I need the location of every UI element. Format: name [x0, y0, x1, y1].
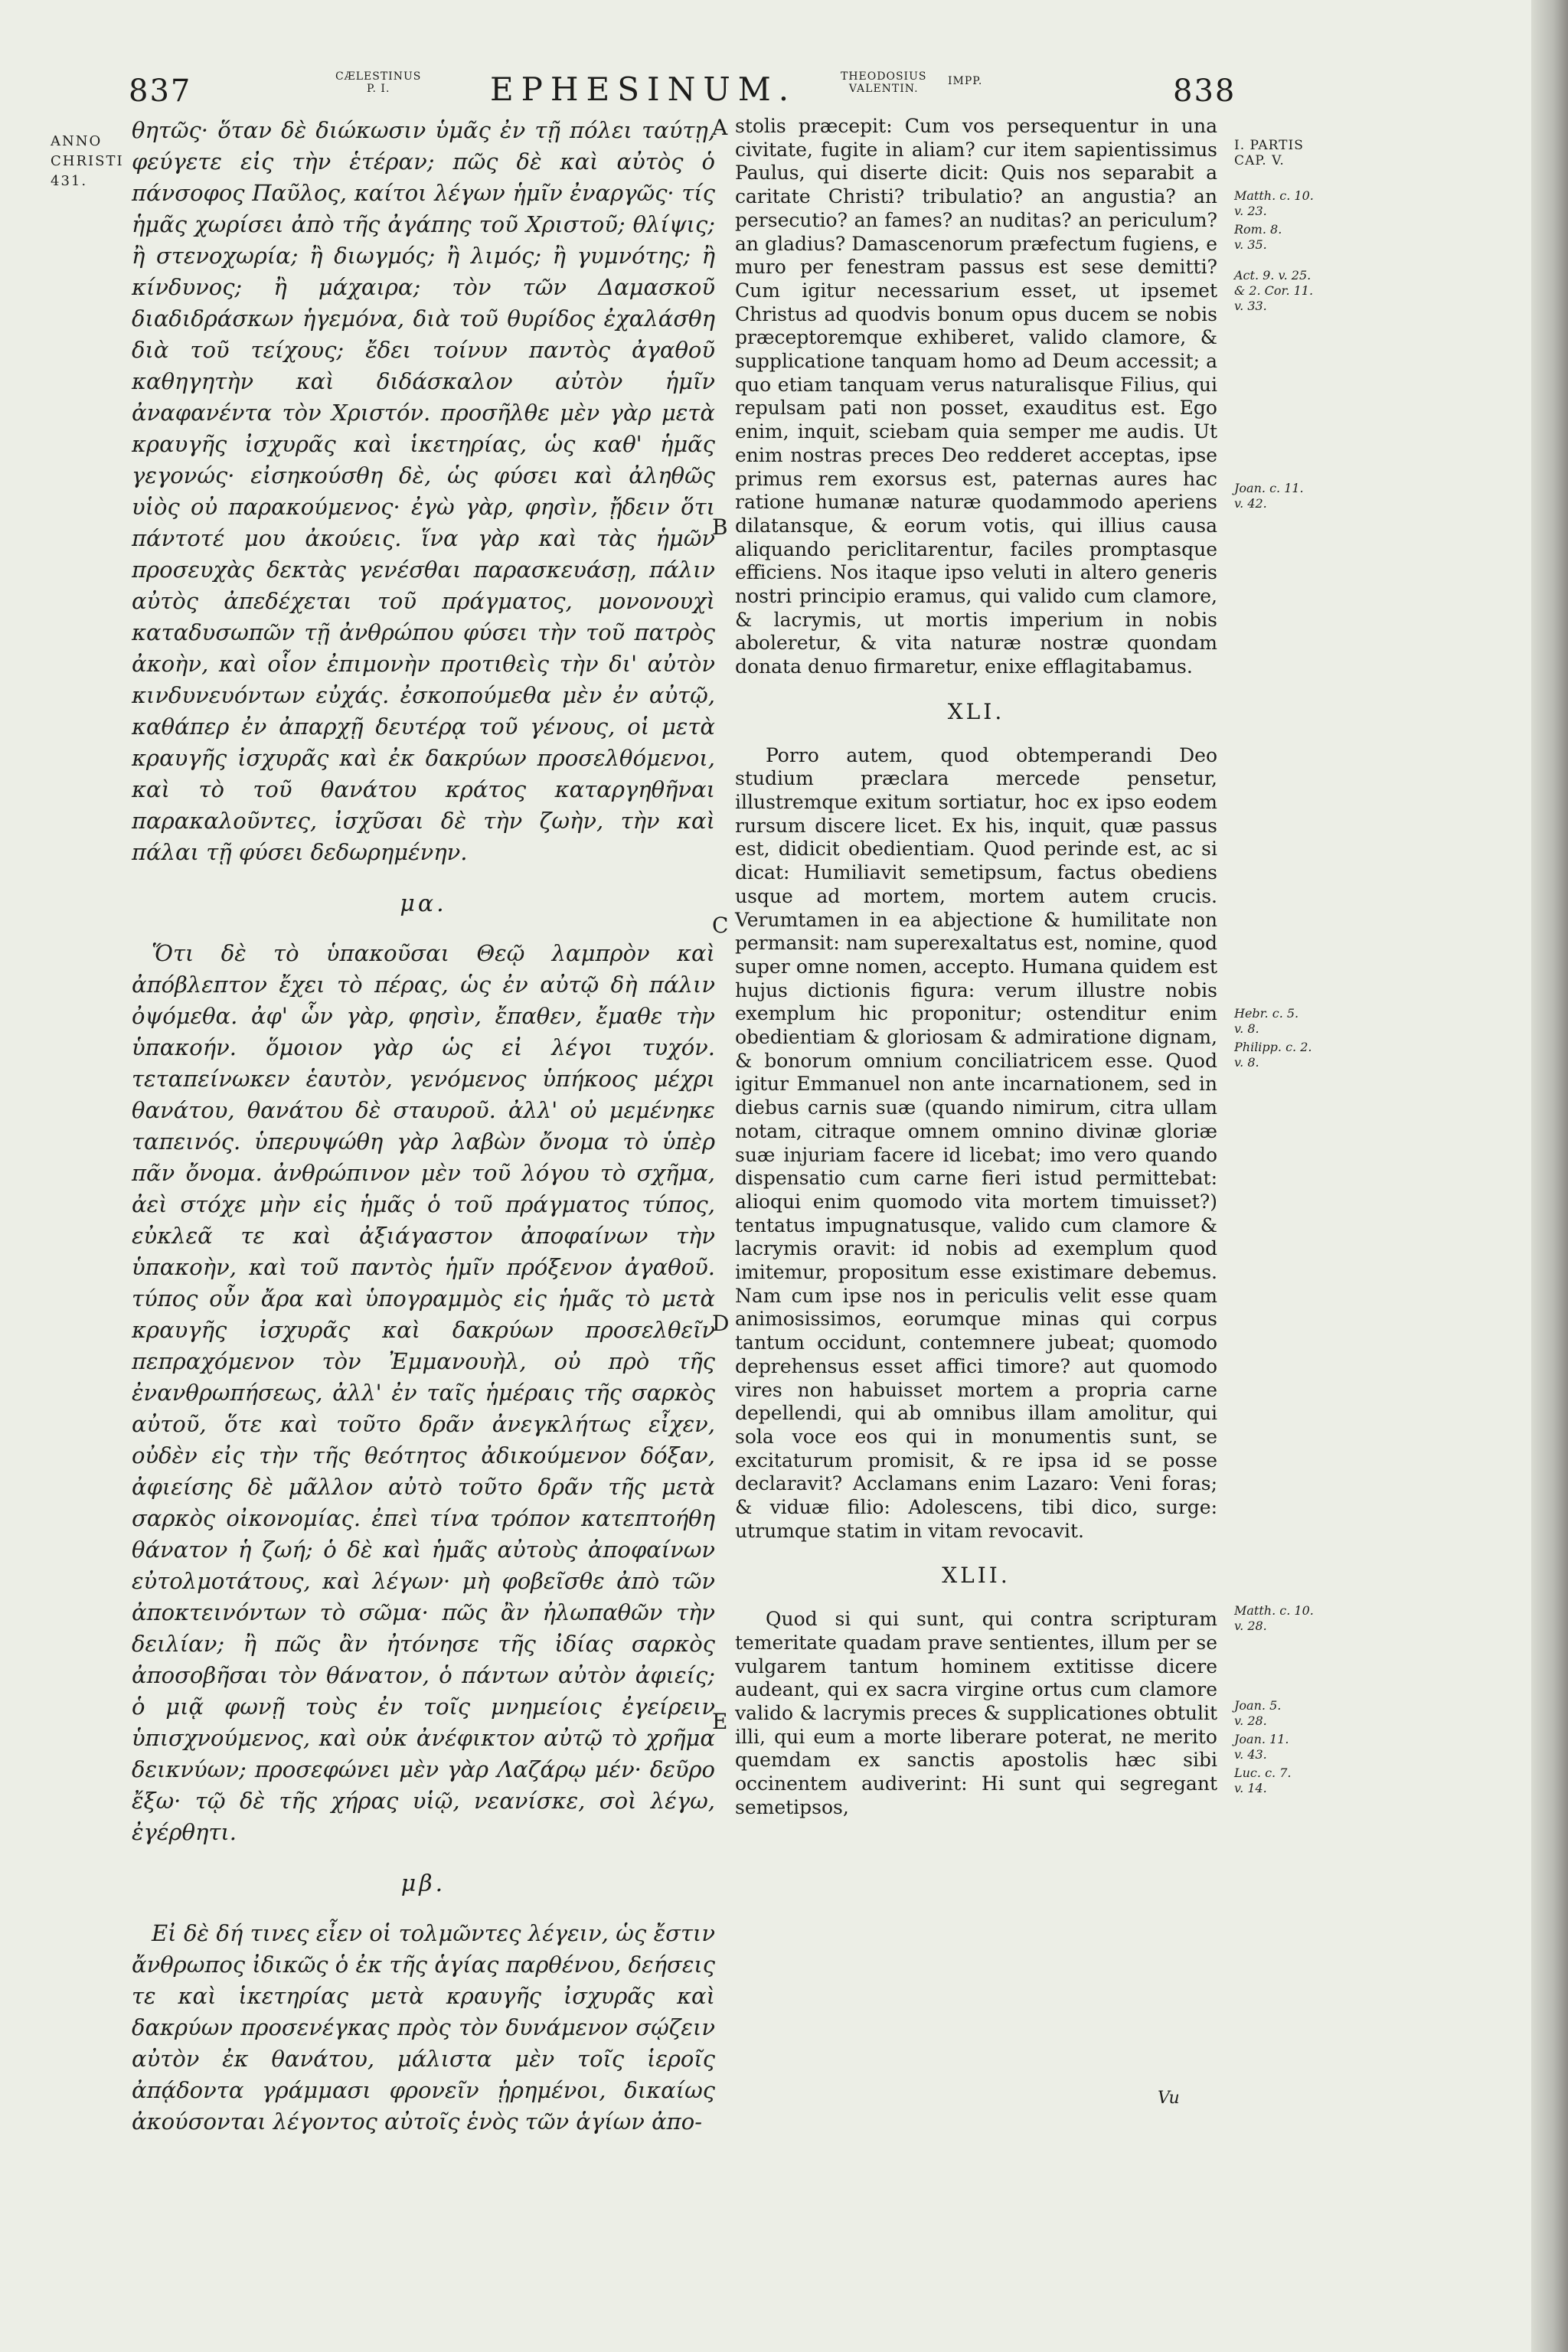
section-marker-d: D [712, 1311, 730, 1336]
margin-note-joan-5: Joan. 5. v. 28. [1234, 1698, 1282, 1728]
latin-section-heading-42: XLII. [942, 1563, 1011, 1589]
latin-column [735, 115, 1217, 1820]
margin-note-part: I. PARTIS CAP. V. [1234, 138, 1304, 168]
margin-note-joan-11: Joan. c. 11. v. 42. [1234, 481, 1304, 511]
page-number-left: 837 [129, 74, 192, 109]
margin-note-rom-8: Rom. 8. v. 35. [1234, 222, 1282, 252]
margin-note-joan-11-43: Joan. 11. v. 43. [1234, 1732, 1289, 1762]
year-anno: ANNO [51, 133, 103, 149]
margin-note-philipp-2: Philipp. c. 2. v. 8. [1234, 1040, 1312, 1070]
margin-note-acts-9: Act. 9. v. 25. & 2. Cor. 11. v. 33. [1234, 268, 1314, 313]
section-marker-c: C [712, 913, 729, 938]
greek-paragraph-3: Εἰ δὲ δή τινες εἶεν οἱ τολμῶντες λέγειν, ὡς ἔστιν ἄνθρωπος ἰδικῶς ὁ ἐκ τῆς ἁγίας παρθένου, δεήσεις τε καὶ ἱκετηρίας μετὰ κραυγῆς ἰσχυρᾶς καὶ δακρύων προσενέγκας πρὸς τὸν δυνάμενον σῴζειν αὐτὸν ἐκ θανάτου, μάλιστα μὲν τοῖς ἱεροῖς ἀπᾴδοντα γράμμασι φρονεῖν ᾑρημένοι, δικαίως ἀκούσονται λέγοντος αὐτοῖς ἑνὸς τῶν ἁγίων ἀπο- [132, 1920, 715, 2135]
year-note [51, 132, 124, 191]
margin-note-luc-7: Luc. c. 7. v. 14. [1234, 1766, 1292, 1795]
margin-note-matth-10: Matth. c. 10. v. 23. [1234, 188, 1314, 218]
signature-mark: Vu [1158, 2089, 1180, 2108]
greek-paragraph-1: θητῶς· ὅταν δὲ διώκωσιν ὑμᾶς ἐν τῇ πόλει ταύτῃ, φεύγετε εἰς τὴν ἑτέραν; πῶς δὲ καὶ αὐτὸς ὁ πάνσοφος Παῦλος, καίτοι λέγων ἡμῖν ἐναργῶς· τίς ἡμᾶς χωρίσει ἀπὸ τῆς ἀγάπης τοῦ Χριστοῦ; θλίψις; ἢ στενοχωρία; ἢ διωγμός; ἢ λιμός; ἢ γυμνότης; ἢ κίνδυνος; ἢ μάχαιρα; τὸν τῶν Δαμασκοῦ διαδιδράσκων ἡγεμόνα, διὰ τοῦ θυρίδος ἐχαλάσθη διὰ τοῦ τείχους; ἔδει τοίνυν παντὸς ἀγαθοῦ καθηγητὴν καὶ διδάσκαλον αὐτὸν ἡμῖν ἀναφανέντα τὸν Χριστόν. προσῆλθε μὲν γὰρ μετὰ κραυγῆς ἰσχυρᾶς καὶ ἱκετηρίας, ὡς καθ' ἡμᾶς γεγονώς· εἰσηκούσθη δὲ, ὡς φύσει καὶ ἀληθῶς υἱὸς οὐ παρακούμενος· ἐγὼ γὰρ, φησὶν, ᾔδειν ὅτι πάντοτέ μου ἀκούεις. ἵνα γὰρ καὶ τὰς ἡμῶν προσευχὰς δεκτὰς γενέσθαι παρασκευάσῃ, πάλιν αὐτὸς ἀπεδέχεται τοῦ πράγματος, μονονουχὶ καταδυσωπῶν τῇ ἀνθρώπου φύσει τὴν τοῦ πατρὸς ἀκοὴν, καὶ οἷον ἐπιμονὴν προτιθεὶς τὴν δι' αὐτὸν κινδυνευόντων εὐχάς. ἐσκοπούμεθα μὲν ἐν αὐτῷ, καθάπερ ἐν ἀπαρχῇ δευτέρᾳ τοῦ γένους, οἱ μετὰ κραυγῆς ἰσχυρᾶς καὶ ἐκ δακρύων προσελθόμενοι, καὶ τὸ τοῦ θανάτου κράτος καταργηθῆναι παρακαλοῦντες, ἰσχῦσαι δὲ τὴν ζωὴν, τὴν καὶ πάλαι τῇ φύσει δεδωρημένην. [132, 117, 715, 865]
section-marker-a: A [712, 115, 728, 140]
header-impp: IMPP. [948, 75, 983, 87]
latin-paragraph-2: Porro autem, quod obtemperandi Deo studium præclara mercede pensetur, illustremque exitum sortiatur, hoc ex ipso eodem rursum discere licet. Ex his, inquit, quæ passus est, didicit obedientiam. Quod perinde est, ac si dicat: Humiliavit semetipsum, factus obediens usque ad mortem, mortem autem crucis. Verumtamen in ea abjectione & humilitate non permansit: nam superexaltatus est, nomine, quod super omne nomen, accepto. Humana quidem est hujus dictionis figura: verum illustre nobis exemplum hic proponitur; ostenditur enim obedientiam & gloriosam & admiratione dignam, & bonorum omnium conciliatricem esse. Quod igitur Emmanuel non ante incarnationem, sed in diebus carnis suæ (quando nimirum, citra ullam notam, citraque omnem omnino divinæ gloriæ suæ injuriam facere id licebat; imo vero quando dispensatio cum carne fieri istud permittebat: alioqui enim quomodo vita mortem timuisset?) tentatus impugnatusque, valido cum clamore & lacrymis oravit: id nobis ad exemplum quod imitemur, propositum esse existimare debemus. Nam cum ipse nos in periculis velit esse quam animosissimos, eorumque minas qui corpus tantum occidunt, contemnere jubeat; quomodo deprehensus esset affici timore? aut quomodo vires non habuisset mortem a propria carne depellendi, qui ab omnibus illam amolitur, qui sola voce eos qui in monumentis sunt, se excitaturum promisit, & re ipsa id se posse declaravit? Acclamans enim Lazaro: Veni foras; & viduæ filio: Adolescens, tibi dico, surge: utrumque statim in vitam revocavit. [735, 743, 1217, 1542]
section-marker-b: B [712, 514, 728, 540]
margin-note-hebr-5: Hebr. c. 5. v. 8. [1234, 1006, 1299, 1036]
page-title: EPHESINUM. [490, 70, 797, 108]
section-marker-e: E [712, 1709, 728, 1734]
header-pope: CÆLESTINUS P. I. [335, 70, 422, 95]
header-emperors: THEODOSIUS VALENTIN. [841, 70, 927, 95]
greek-section-heading-41: μα. [400, 890, 447, 917]
greek-paragraph-2: Ὅτι δὲ τὸ ὑπακοῦσαι Θεῷ λαμπρὸν καὶ ἀπόβλεπτον ἔχει τὸ πέρας, ὡς ἐν αὐτῷ δὴ πάλιν ὀψόμεθα. ἀφ' ὧν γὰρ, φησὶν, ἔπαθεν, ἔμαθε τὴν ὑπακοήν. ὅμοιον γὰρ ὡς εἰ λέγοι τυχόν. τεταπείνωκεν ἑαυτὸν, γενόμενος ὑπήκοος μέχρι θανάτου, θανάτου δὲ σταυροῦ. ἀλλ' οὐ μεμένηκε ταπεινός. ὑπερυψώθη γὰρ λαβὼν ὄνομα τὸ ὑπὲρ πᾶν ὄνομα. ἀνθρώπινον μὲν τοῦ λόγου τὸ σχῆμα, ἀεὶ στόχε μὴν εἰς ἡμᾶς ὁ τοῦ πράγματος τύπος, εὐκλεᾶ τε καὶ ἀξιάγαστον ἀποφαίνων τὴν ὑπακοὴν, καὶ τοῦ παντὸς ἡμῖν πρόξενον ἀγαθοῦ. τύπος οὖν ἄρα καὶ ὑπογραμμὸς εἰς ἡμᾶς τὸ μετὰ κραυγῆς ἰσχυρᾶς καὶ δακρύων προσελθεῖν πεπραχόμενον τὸν Ἐμμανουὴλ, οὐ πρὸ τῆς ἐνανθρωπήσεως, ἀλλ' ἐν ταῖς ἡμέραις τῆς σαρκὸς αὐτοῦ, ὅτε καὶ τοῦτο δρᾶν ἀνεγκλήτως εἶχεν, οὐδὲν εἰς τὴν τῆς θεότητος ἀδικούμενον δόξαν, ἀφιείσης δὲ μᾶλλον αὐτὸ τοῦτο δρᾶν τῆς μετὰ σαρκὸς οἰκονομίας. ἐπεὶ τίνα τρόπον κατεπτοήθη θάνατον ἡ ζωή; ὁ δὲ καὶ ἡμᾶς αὐτοὺς ἀποφαίνων εὐτολμοτάτους, καὶ λέγων· μὴ φοβεῖσθε ἀπὸ τῶν ἀποκτεινόντων τὸ σῶμα· πῶς ἂν ἠλωπαθῶν τὴν δειλίαν; ἢ πῶς ἂν ἠτόνησε τῆς ἰδίας σαρκὸς ἀποσοβῆσαι τὸν θάνατον, ὁ πάντων αὐτὸν ἀφιείς; ὁ μιᾷ φωνῇ τοὺς ἐν τοῖς μνημείοις ἐγείρειν ὑπισχνούμενος, καὶ οὐκ ἀνέφικτον αὐτῷ τὸ χρῆμα δεικνύων; προσεφώνει μὲν γὰρ Λαζάρῳ μέν· δεῦρο ἔξω· τῷ δὲ τῆς χήρας υἱῷ, νεανίσκε, σοὶ λέγω, ἐγέρθητι. [132, 940, 715, 1845]
latin-paragraph-1: stolis præcepit: Cum vos persequentur in una civitate, fugite in aliam? cur item sapientissimus Paulus, qui diserte dicit: Quis nos separabit a caritate Christi? tribulatio? an angustia? an persecutio? an fames? an nuditas? an periculum? an gladius? Damascenorum præfectum fugiens, e muro per fenestram passus est sese demitti? Cum igitur necessarium esset, ut ipsemet Christus ad quodvis bonum opus ducem se nobis præceptoremque exhiberet, valido clamore, & supplicatione tanquam homo ad Deum accessit; a quo etiam tanquam verus naturalisque Filius, qui repulsam pati non posset, exauditus est. Ego enim, inquit, sciebam quia semper me audis. Ut enim nostras preces Deo redderet acceptas, ipse primus rem exorsus est, paternas aures hac ratione humanæ naturæ quodammodo aperiens dilatansque, & eorum votis, qui illius causa aliquando periclitarentur, faciles promptasque efficiens. Nos itaque ipso veluti in altero generis nostri principio eramus, qui valido cum clamore, & lacrymis, ut mortis imperium in nobis aboleretur, & vita naturæ nostræ quondam donata denuo firmaretur, enixe efflagitabamus. [735, 115, 1217, 678]
greek-column [132, 115, 715, 2138]
page-number-right: 838 [1173, 74, 1236, 109]
latin-paragraph-3: Quod si qui sunt, qui contra scripturam temeritate quadam prave sentientes, illum per se vulgarem tantum hominem extitisse dicere audeant, qui ex sacra virgine ortus cum clamore valido & lacrymis preces & supplicationes obtulit illi, qui eum a morte liberare poterat, ne merito quemdam ex sanctis apostolis hæc sibi occinentem audiverint: Hi sunt qui segregant semetipsos, [735, 1608, 1217, 1818]
year-value: 431. [51, 173, 88, 189]
year-christi: CHRISTI [51, 153, 124, 169]
book-gutter [1531, 0, 1568, 2352]
margin-note-matth-10-28: Matth. c. 10. v. 28. [1234, 1603, 1314, 1633]
greek-section-heading-42: μβ. [400, 1870, 446, 1897]
latin-section-heading-41: XLI. [947, 698, 1005, 724]
